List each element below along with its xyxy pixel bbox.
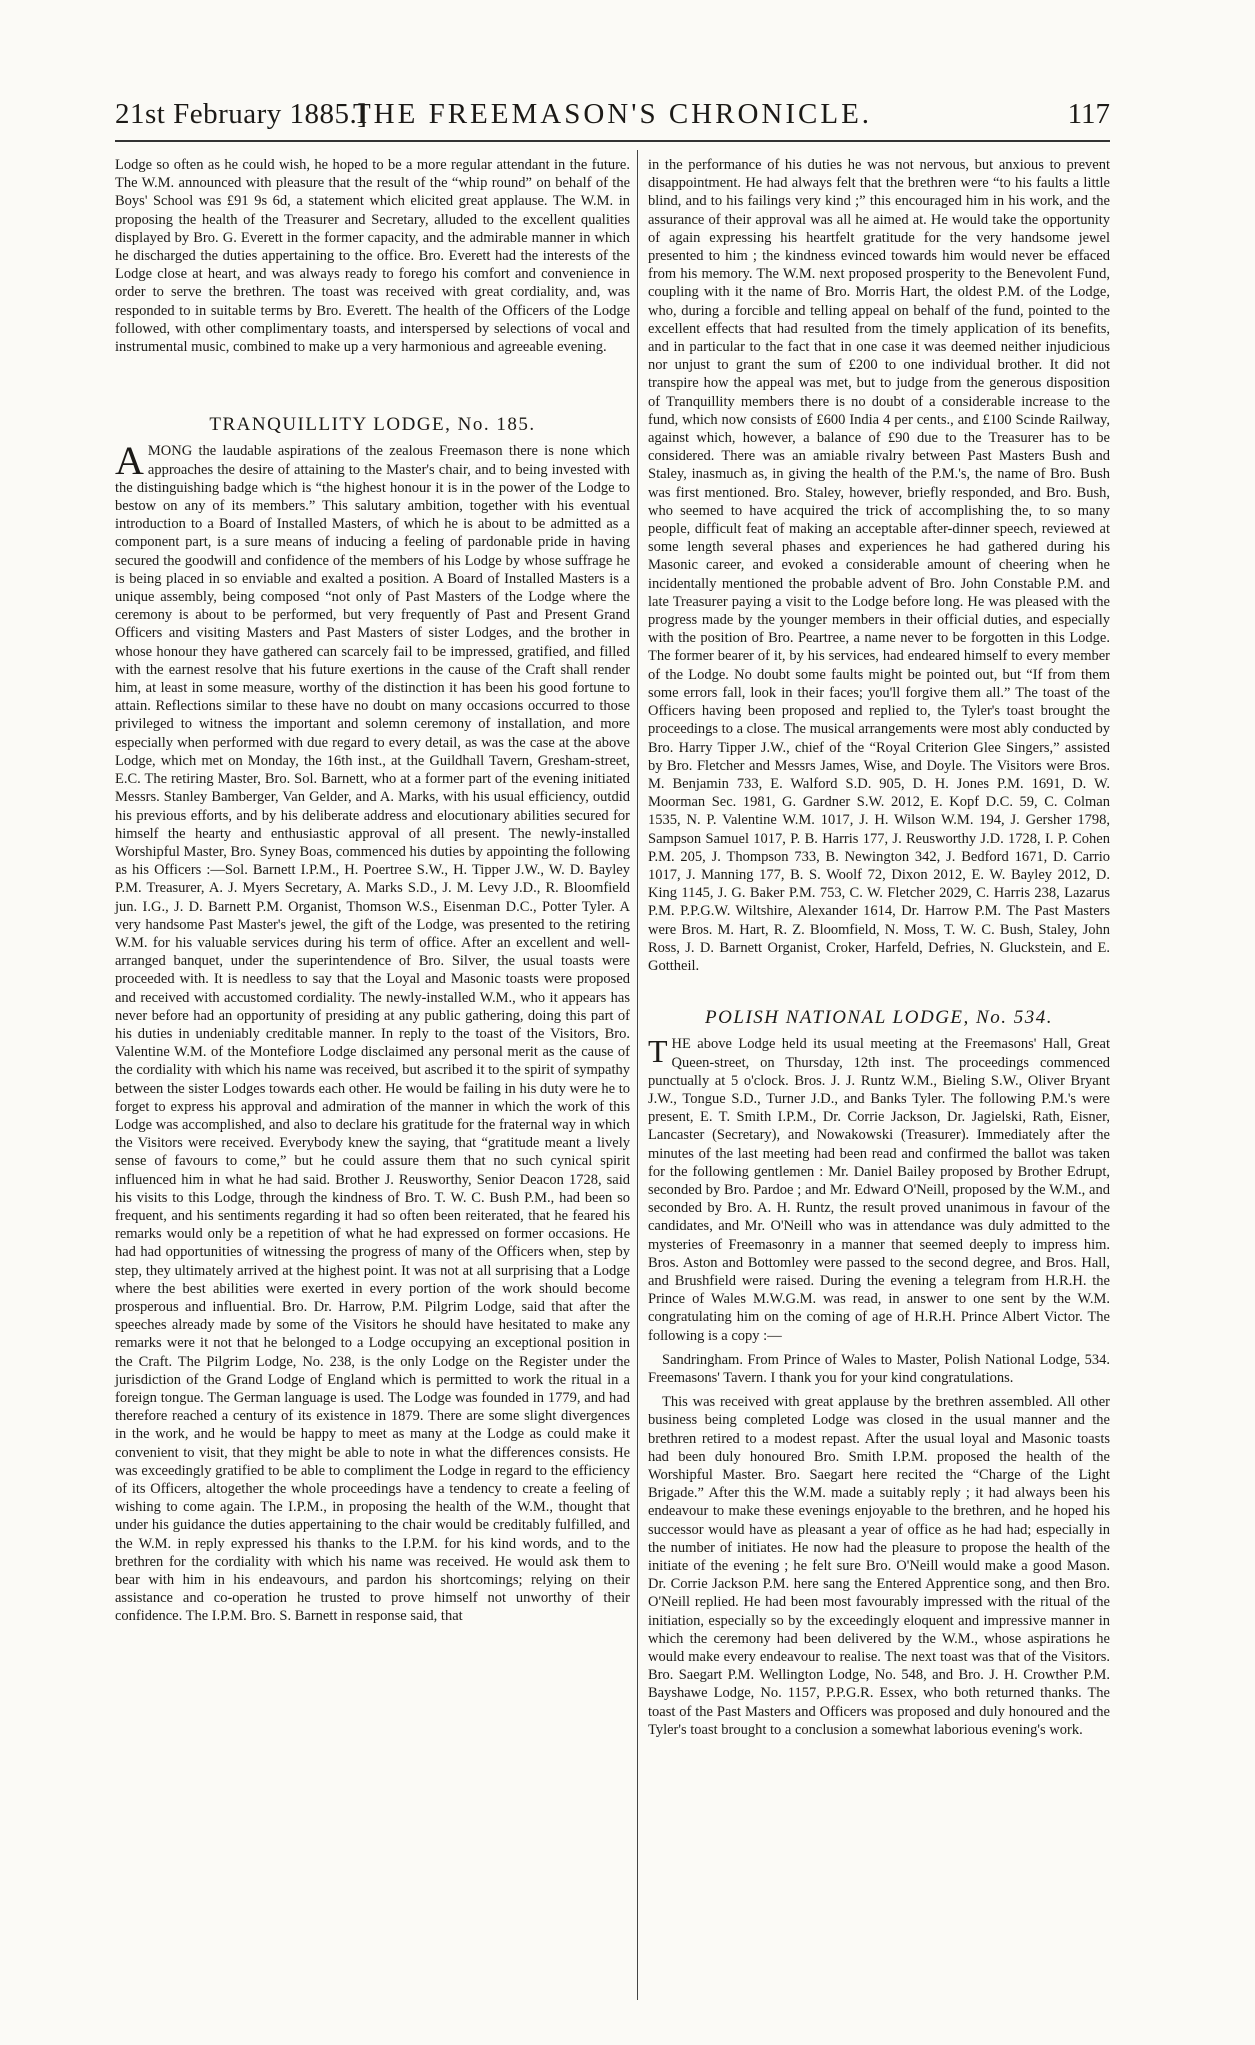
right-column	[648, 156, 1110, 1739]
dropcap-t: T	[648, 1033, 668, 1070]
left-column	[115, 156, 630, 1626]
tranquillity-article	[115, 438, 630, 1625]
continued-paragraph-right: in the performance of his duties he was not nervous, but anxious to prevent disappointment. He had always felt that the brethren were “to his faults a little blind, and to his failings very kind ;” this encouraged him in his work, and the assurance of their approval was all he aimed at. He would take the opportunity of again expressing his heartfelt gratitude for the very handsome jewel presented to him ; the kindness evinced towards him would never be effaced from his memory. The W.M. next proposed prosperity to the Benevolent Fund, coupling with it the name of Bro. Morris Hart, the oldest P.M. of the Lodge, who, during a forcible and telling appeal on behalf of the fund, pointed to the excellent effects that had resulted from the timely application of its benefits, and in particular to the fact that in one case it was deemed neither injudicious nor unjust to grant the sum of £200 to one individual brother. It did not transpire how the appeal was met, but to judge from the generous disposition of Tranquillity members there is no doubt of a considerable increase to the fund, which now consists of £600 India 4 per cents., and £100 Scinde Railway, against which, however, a balance of £90 due to the Treasurer has to be considered. There was an amiable rivalry between Past Masters Bush and Staley, inasmuch as, in giving the health of the P.M.'s, the name of Bro. Bush was first mentioned. Bro. Staley, however, briefly responded, and Bro. Bush, who seemed to have acquired the trick of accomplishing the, to so many people, difficult feat of making an acceptable after-dinner speech, reviewed at some length several phases and experiences he had gathered during his Masonic career, and evoked a considerable amount of cheering when he incidentally mentioned the probable advent of Bro. John Constable P.M. and late Treasurer paying a visit to the Lodge before long. He was pleased with the progress made by the younger members in their official duties, and especially with the position of Bro. Peartree, a name never to be forgotten in this Lodge. The former bearer of it, by his services, had endeared himself to every member of the Lodge. No doubt some faults might be pointed out, but “If from them some errors fall, look in their faces; you'll forgive them all.” The toast of the Officers having been proposed and replied to, the Tyler's toast brought the proceedings to a close. The musical arrangements were most ably conducted by Bro. Harry Tipper J.W., chief of the “Royal Criterion Glee Singers,” assisted by Bro. Fletcher and Messrs James, Wise, and Doyle. The Visitors were Bros. M. Benjamin 733, E. Walford S.D. 905, D. H. Jones P.M. 1691, D. W. Moorman Sec. 1981, G. Gardner S.W. 2012, E. Kopf D.C. 59, C. Colman 1535, N. P. Valentine W.M. 1017, J. H. Wilson W.M. 194, J. Gersher 1798, Sampson Samuel 1017, P. B. Harris 177, J. Reusworthy J.D. 1728, I. P. Cohen P.M. 205, J. Thompson 733, B. Newington 342, J. Bedford 1671, D. Carrio 1017, J. Manning 177, B. S. Woolf 72, Dixon 2012, E. W. Bayley 2012, D. King 1145, J. G. Baker P.M. 753, C. W. Fletcher 2029, C. Harris 238, Lazarus P.M. P.P.G.W. Wiltshire, Alexander 1614, Dr. Harrow P.M. The Past Masters were Bros. M. Hart, R. Z. Bloomfield, N. Moss, T. W. C. Bush, Staley, John Ross, J. D. Barnett Organist, Croker, Harfeld, Defries, N. Gluckstein, and E. Gottheil.	[648, 157, 1110, 974]
tranquillity-text: MONG the laudable aspirations of the zealous Freemason there is none which approaches the desire of attaining to the Master's chair, and to being invested with the distinguishing badge which is “the highest honour it is in the power of the Lodge to bestow on any of its members.” This salutary ambition, together with his eventual introduction to a Board of Installed Masters, of which he is about to be admitted as a component part, is a sure means of inducing a feeling of pardonable pride in having secured the goodwill and confidence of the members of his Lodge by whose suffrage he is being placed in so enviable and exalted a position. A Board of Installed Masters is a unique assembly, being composed “not only of Past Masters of the Lodge where the ceremony is about to be performed, but very frequently of Past and Present Grand Officers and visiting Masters and Past Masters of sister Lodges, and the brother in whose honour they have gathered can scarcely fail to be impressed, gratified, and filled with the earnest resolve that his future exertions in the cause of the Craft shall render him, at least in some measure, worthy of the distinction it has been his good fortune to attain. Reflections similar to these have no doubt on many occasions occurred to those privileged to witness the important and solemn ceremony of installation, and more especially when performed with due regard to every detail, as was the case at the above Lodge, which met on Monday, the 16th inst., at the Guildhall Tavern, Gresham-street, E.C. The retiring Master, Bro. Sol. Barnett, who at a former part of the evening initiated Messrs. Stanley Bamberger, Van Gelder, and A. Marks, with his usual efficiency, outdid his previous efforts, and by his deliberate address and elocutionary abilities secured for himself the hearty and enthusiastic approval of all present. The newly-installed Worshipful Master, Bro. Syney Boas, commenced his duties by appointing the following as his Officers :—Sol. Barnett I.P.M., H. Poertree S.W., H. Tipper J.W., W. D. Bayley P.M. Treasurer, A. J. Myers Secretary, A. Marks S.D., J. M. Levy J.D., R. Bloomfield jun. I.G., J. D. Barnett P.M. Organist, Thomson W.S., Eisenman D.C., Potter Tyler. A very handsome Past Master's jewel, the gift of the Lodge, was presented to the retiring W.M. for his valuable services during his term of office. After an excellent and well-arranged banquet, under the superintendence of Bro. Silver, the usual toasts were proceeded with. It is needless to say that the Loyal and Masonic toasts were proposed and received with accustomed cordiality. The newly-installed W.M., who it appears has never before had an opportunity of presiding at any public gathering, doing this part of his duties in undeniably creditable manner. In reply to the toast of the Visitors, Bro. Valentine W.M. of the Montefiore Lodge disclaimed any personal merit as the cause of the cordiality with which his name was received, but ascribed it to the spirit of sympathy between the sister Lodges towards each other. He would be failing in his duty were he to forget to express his approval and admiration of the manner in which the work of this Lodge was accomplished, and also to declare his gratitude for the fraternal way in which the Visitors were received. Everybody knew the saying, that “gratitude meant a lively sense of favours to come,” but he could assure them that no such cynical spirit influenced him in what he had said. Brother J. Reusworthy, Senior Deacon 1728, said his visits to this Lodge, through the kindness of Bro. T. W. C. Bush P.M., had been so frequent, and his sentiments regarding it had so often been reiterated, that he feared his remarks would only be a repetition of what he had expressed on former occasions. He had had opportunities of witnessing the progress of many of the Officers when, step by step, they ultimately arrived at the highest point. It was not at all surprising that a Lodge where the best abilities were exerted in every portion of the work should become prosperous and influential. Bro. Dr. Harrow, P.M. Pilgrim Lodge, said that after the speeches already made by some of the Visitors he should have hesitated to make any remarks were it not that he belonged to a Lodge occupying an exceptional position in the Craft. The Pilgrim Lodge, No. 238, is the only Lodge on the Register under the jurisdiction of the Grand Lodge of England which is permitted to work the ritual in a foreign tongue. The German language is used. The Lodge was founded in 1779, and had therefore reached a century of its existence in 1879. There are some slight divergences in the work, and he would be happy to meet as many at the Lodge as could make it convenient to visit, that they might be able to note in what the differences consists. He was exceedingly gratified to be able to compliment the Lodge in regard to the efficiency of its Officers, altogether the whole proceedings have a tendency to create a feeling of wishing to come again. The I.P.M., in proposing the health of the W.M., thought that under his guidance the duties appertaining to the chair would be creditably fulfilled, and the W.M. in reply expressed his thanks to the I.P.M. for his kind words, and to the brethren for the cordiality with which his name was received. He would ask them to bear with him in his endeavours, and pardon his shortcomings; relying on their assistance and co-operation he trusted to prove himself not unworthy of their confidence. The I.P.M. Bro. S. Barnett in response said, that	[115, 443, 630, 1625]
heading-tranquillity-lodge: TRANQUILLITY LODGE, No. 185.	[209, 414, 536, 436]
heading-polish-national-lodge: POLISH NATIONAL LODGE, No. 534.	[705, 1007, 1053, 1029]
masthead-rule	[115, 140, 1110, 142]
polish-article-continued: This was received with great applause by the brethren assembled. All other business being completed Lodge was closed in the usual manner and the brethren retired to a modest repast. After the usual loyal and Masonic toasts had been duly honoured Bro. Smith I.P.M. proposed the health of the Worshipful Master. Bro. Saegart here recited the “Charge of the Light Brigade.” After this the W.M. made a suitably reply ; it had always been his endeavour to make these evenings enjoyable to the brethren, and he hoped his successor would have as pleasant a year of office as he had had; especially in the number of initiates. He now had the pleasure to propose the health of the initiate of the evening ; he felt sure Bro. O'Neill would make a good Mason. Dr. Corrie Jackson P.M. here sang the Entered Apprentice song, and then Bro. O'Neill replied. He had been most favourably impressed with the ritual of the initiation, especially so by the exceedingly eloquent and impressive manner in which the ceremony had been delivered by the W.M., whose aspirations he would make every endeavour to realise. The next toast was that of the Visitors. Bro. Saegart P.M. Wellington Lodge, No. 548, and Bro. J. H. Crowther P.M. Bayshawe Lodge, No. 1157, P.P.G.R. Essex, who both returned thanks. The toast of the Past Masters and Officers was proposed and duly honoured and the Tyler's toast brought to a conclusion a somewhat laborious evening's work.	[648, 1394, 1110, 1738]
page-number: 117	[1067, 98, 1110, 130]
polish-article	[648, 1035, 1110, 1344]
continued-paragraph-left: Lodge so often as he could wish, he hoped to be a more regular attendant in the future. The W.M. announced with pleasure that the result of the “whip round” on behalf of the Boys' School was £91 9s 6d, a statement which elicited great applause. The W.M. in proposing the health of the Treasurer and Secretary, alluded to the excellent qualities displayed by Bro. G. Everett in the former capacity, and the admirable manner in which he discharged the duties appertaining to the office. Bro. Everett had the interests of the Lodge close at heart, and was always ready to forego his comfort and convenience in order to serve the brethren. The toast was received with great cordiality, and, was responded to in suitable terms by Bro. Everett. The health of the Officers of the Lodge followed, with other complimentary toasts, and interspersed by selections of vocal and instrumental music, combined to make up a very harmonious and agreeable evening.	[115, 157, 630, 356]
masthead	[115, 98, 1110, 138]
polish-text: HE above Lodge held its usual meeting at the Freemasons' Hall, Great Queen-street, on Thursday, 12th inst. The proceedings commenced punctually at 5 o'clock. Bros. J. J. Runtz W.M., Bieling S.W., Oliver Bryant J.W., Tongue S.D., Turner J.D., and Banks Tyler. The following P.M.'s were present, E. T. Smith I.P.M., Dr. Corrie Jackson, Dr. Jagielski, Rath, Eisner, Lancaster (Secretary), and Nowakowski (Treasurer). Immediately after the minutes of the last meeting had been read and confirmed the ballot was taken for the following gentlemen : Mr. Daniel Bailey proposed by Brother Edrupt, seconded by Bro. Pardoe ; and Mr. Edward O'Neill, proposed by the W.M., and seconded by Bro. A. H. Runtz, the result proved unanimous in favour of the candidates, and Mr. O'Neill who was in attendance was duly admitted to the mysteries of Freemasonry in a manner that seemed deeply to impress him. Bros. Aston and Bottomley were passed to the second degree, and Bros. Hall, and Brushfield were raised. During the evening a telegram from H.R.H. the Prince of Wales M.W.G.M. was read, in answer to one sent by the W.M. congratulating him on the coming of age of H.R.H. Prince Albert Victor. The following is a copy :—	[648, 1036, 1110, 1344]
telegram-quote: Sandringham. From Prince of Wales to Master, Polish National Lodge, 534. Freemasons' Tavern. I thank you for your kind congratulations.	[648, 1351, 1110, 1386]
column-divider	[637, 150, 638, 2000]
publication-title: THE FREEMASON'S CHRONICLE.	[352, 98, 873, 130]
dropcap-a: A	[115, 438, 144, 484]
issue-date: 21st February 1885.]	[115, 98, 368, 130]
